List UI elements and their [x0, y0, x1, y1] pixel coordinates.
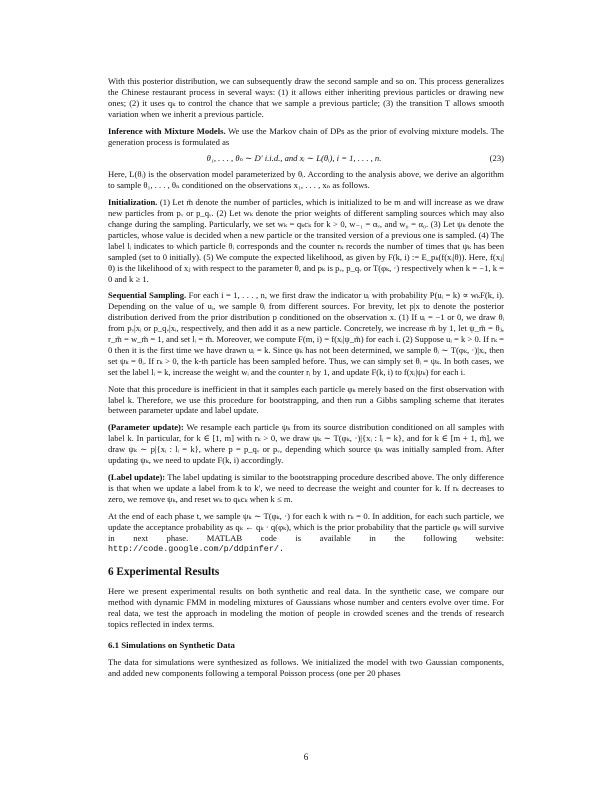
code-url-link[interactable]: http://code.google.com/p/ddpinfer/. — [108, 544, 284, 555]
equation-23 — [108, 153, 504, 164]
paragraph-end-of-phase — [108, 511, 504, 556]
text-sequential-sampling: For each i = 1, . . . , n, we first draw the indicator uᵢ with probability P(uᵢ = k) ∝ wₖF(k, i). Depending on the value of uᵢ, we sample θᵢ from different sources. For brevity, let p|x to denote the posterior distribution derived from the prior distribution p conditioned on the observation x. (1) If uᵢ = −1 or 0, we draw θᵢ from pᵥ|xᵢ or p_qᵥ|xᵢ, respectively, and then add it as a new particle. Concretely, we increase m̃ by 1, let ψ_m̃ = θⱼ, r_m̃ = w_m̃ = 1, and set lᵢ = m̃. Moreover, we compute F(m, i) = f(xᵢ|ψ_m̃) for each i. (2) Suppose uᵢ = k > 0. If rₖ = 0 then it is the first time we have drawn uᵢ = k. Since ψₖ has not been determined, we sample θᵢ ∼ T(φₖ, ·)|xᵢ, then set ψₖ = θᵢ. If rₖ > 0, the k-th particle has been sampled before. Thus, we can simply set θᵢ = ψₖ. In both cases, we set the label lᵢ = k, increase the weight wᵢ and the counter rᵢ by 1, and update F(k, i) to f(xᵢ|ψₖ) for each i. — [108, 290, 504, 377]
subsection-heading-simulations: 6.1 Simulations on Synthetic Data — [108, 639, 235, 650]
paragraph-label-update — [108, 472, 504, 505]
heading-inference: Inference with Mixture Models. — [108, 125, 226, 136]
text-initialization: (1) Let m̃ denote the number of particles, which is initialized to be m and will increase as we draw new particles from pᵥ or p_qᵥ. (2) Let wₖ denote the prior weights of different sampling sources which may also change during the sampling. Particularly, we set wₖ = qₖcₖ for k > 0, w₋₁ = αᵥ, and w₀ = α₀. (3) Let ψₖ denote the particles, whose value is decided when a new particle or the transited version of a previous one is sampled. (4) The label lᵢ indicates to which particle θᵢ corresponds and the counter rₖ records the number of times that ψₖ has been sampled (set to 0 initially). (5) We compute the expected likelihood, as given by F(k, i) := E_pₖ(f(xᵢ|θ)). Here, f(xⱼ|θ) is the likelihood of xⱼ with respect to the parameter θ, and pₖ is pᵥ, p_qᵥ or T(φₖ, ·) respectively when k = −1, k = 0 and k ≥ 1. — [108, 197, 504, 284]
text-end-of-phase: At the end of each phase t, we sample ψₖ ∼ T(φₖ, ·) for each k with rₖ = 0. In addition, for each such particle, we update the acceptance probability as qₖ ← qₖ · q(φₖ), which is the prior probability that the particle φₖ will survive in next phase. MATLAB code is available in the following website: — [108, 510, 504, 543]
paragraph-note: Note that this procedure is inefficient in that it samples each particle φₖ merely based on the first observation with label k. Therefore, we use this procedure for bootstrapping, and then run a Gibbs sampling scheme that iterates between parameter update and label update. — [108, 383, 504, 416]
paragraph-experiments-intro: Here we present experimental results on both synthetic and real data. In the synthetic case, we compare our method with dynamic FMM in modeling mixtures of Gaussians whose number and centers evolve over time. For real data, we test the approach in modeling the motion of people in crowded scenes and the trends of research topics reflected in index terms. — [108, 586, 504, 629]
heading-initialization: Initialization. — [108, 197, 158, 208]
paragraph-sequential-sampling — [108, 290, 504, 377]
equation-number: (23) — [489, 153, 504, 164]
heading-sequential-sampling: Sequential Sampling. — [108, 290, 187, 301]
text-parameter-update: We resample each particle ψₖ from its source distribution conditioned on all samples with label k. In particular, for k ∈ [1, m] with rₖ > 0, we draw ψₖ ∼ T(φₖ, ·)|{xᵢ : lᵢ = k}, and for k ∈ [m + 1, m̃], we draw ψₖ ∼ p|{xᵢ : lᵢ = k}, where p = p_qᵥ or pᵥ, depending which source ψₖ was initially sampled from. After updating ψₖ, we need to update F(k, i) accordingly. — [108, 422, 505, 466]
paragraph-posterior: With this posterior distribution, we can subsequently draw the second sample and so on. This process generalizes the Chinese restaurant process in several ways: (1) it allows either inheriting previous particles or drawing new ones; (2) it uses qₖ to control the chance that we sample a previous particle; (3) the transition T allows smooth variation when we inherit a previous particle. — [108, 76, 504, 119]
text-label-update: The label updating is similar to the bootstrapping procedure described above. The only difference is that when we update a label from k to k′, we need to decrease the weight and counter for k. If rₖ decreases to zero, we remove ψₖ, and reset wₖ to qₖcₖ when k ≤ m. — [108, 472, 504, 504]
text-inference: We use the Markov chain of DPs as the prior of evolving mixture models. The generation process is formulated as — [108, 125, 504, 147]
heading-label-update: (Label update): — [108, 472, 166, 482]
page-number: 6 — [303, 752, 309, 762]
equation-body: θ₁, . . . , θₙ ∼ D′ i.i.d., and xᵢ ∼ L(θᵢ), i = 1, . . . , n. — [206, 153, 382, 164]
paragraph-initialization — [108, 197, 504, 284]
paragraph-parameter-update — [108, 422, 504, 466]
paragraph-observation-model: Here, L(θᵢ) is the observation model parameterized by θᵢ. According to the analysis above, we derive an algorithm to sample θ₁, . . . , θₙ conditioned on the observations x₁, . . . , xₙ as follows. — [108, 169, 504, 191]
heading-parameter-update: (Parameter update): — [108, 422, 184, 433]
paper-page — [108, 76, 504, 685]
paragraph-inference — [108, 126, 504, 148]
paragraph-simulations: The data for simulations were synthesized as follows. We initialized the model with two Gaussian components, and added new components following a temporal Poisson process (one per 20 phases — [108, 656, 504, 678]
section-heading-experimental-results: 6 Experimental Results — [108, 566, 220, 579]
